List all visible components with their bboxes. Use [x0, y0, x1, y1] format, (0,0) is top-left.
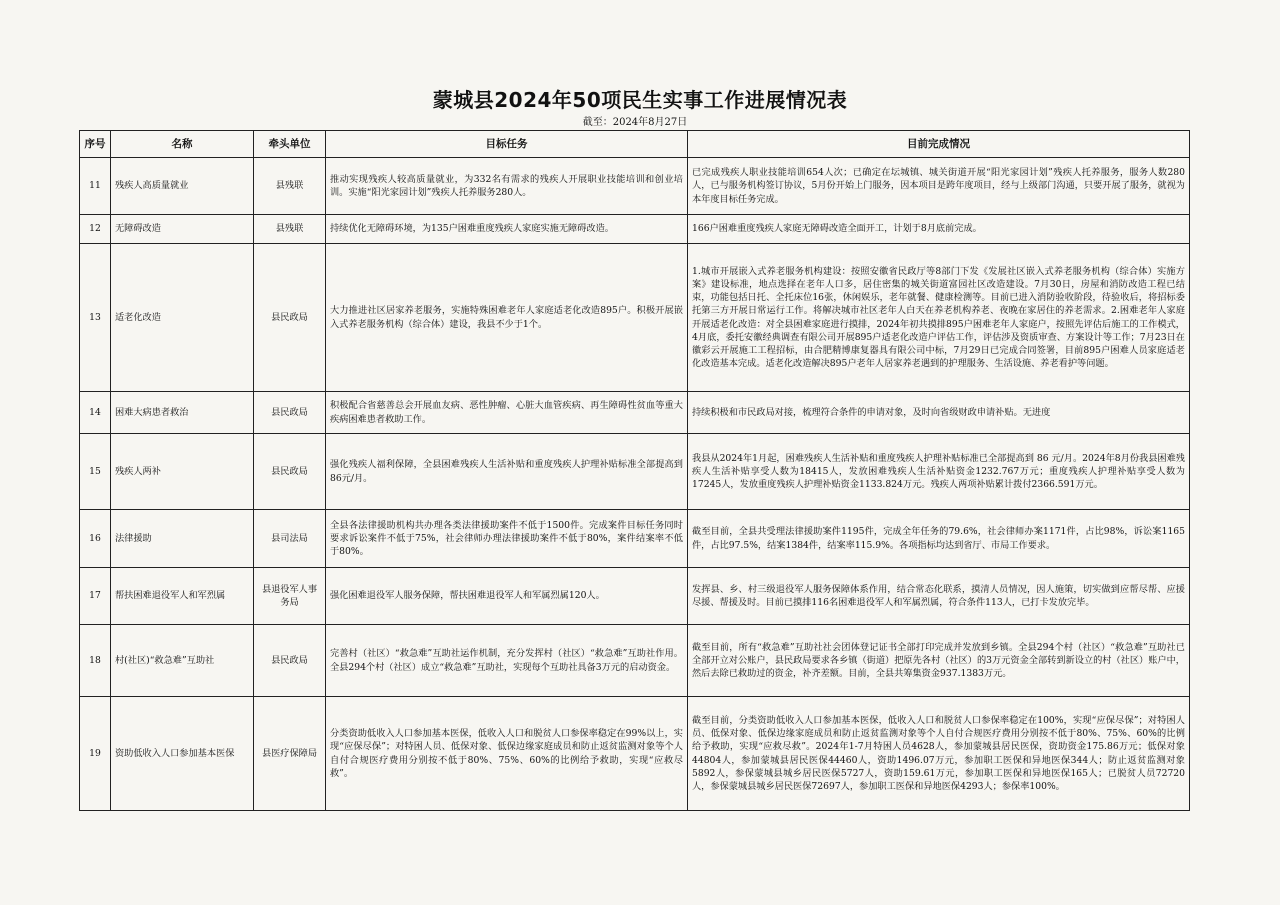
row-lead-unit: 县医疗保障局 [254, 697, 326, 811]
table-row [80, 434, 1190, 510]
table-row [80, 244, 1190, 392]
row-progress: 我县从2024年1月起，困难残疾人生活补贴和重度残疾人护理补贴标准已全部提高到 86 元/月。2024年8月份我县困难残疾人生活补贴享受人数为18415人，发放困难残疾人生活补贴资金1232.767万元；重度残疾人护理补贴享受人数为17245人，发放重度残疾人护理补贴资金1133.824万元。残疾人两项补贴累计拨付2366.591万元。 [688, 434, 1190, 510]
row-name: 法律援助 [111, 510, 254, 568]
table-row [80, 392, 1190, 434]
table-row [80, 697, 1190, 811]
table-row [80, 568, 1190, 625]
header-no: 序号 [80, 131, 111, 158]
table-row [80, 215, 1190, 244]
row-no: 15 [80, 434, 111, 510]
progress-table [79, 130, 1190, 811]
row-no: 12 [80, 215, 111, 244]
row-no: 19 [80, 697, 111, 811]
row-target: 积极配合省慈善总会开展血友病、恶性肿瘤、心脏大血管疾病、再生障碍性贫血等重大疾病困难患者救助工作。 [326, 392, 688, 434]
header-lead-unit: 牵头单位 [254, 131, 326, 158]
row-progress: 截至目前，所有“救急难”互助社社会团体登记证书全部打印完成并发放到乡镇。全县294个村（社区）“救急难”互助社已全部开立对公账户，县民政局要求各乡镇（街道）把原先各村（社区）的3万元资金全部转到新设立的村（社区）账户中，然后去除已救助过的资金，补齐差额。目前，全县共筹集资金937.1383万元。 [688, 625, 1190, 697]
row-lead-unit: 县残联 [254, 215, 326, 244]
row-no: 16 [80, 510, 111, 568]
row-no: 13 [80, 244, 111, 392]
row-target: 完善村（社区）“救急难”互助社运作机制，充分发挥村（社区）“救急难”互助社作用。全县294个村（社区）成立“救急难”互助社，实现每个互助社具备3万元的启动资金。 [326, 625, 688, 697]
row-target: 全县各法律援助机构共办理各类法律援助案件不低于1500件。完成案件目标任务同时要求诉讼案件不低于75%，社会律师办理法律援助案件不低于80%，案件结案率不低于80%。 [326, 510, 688, 568]
row-no: 17 [80, 568, 111, 625]
header-name: 名称 [111, 131, 254, 158]
page-title: 蒙城县2024年50项民生实事工作进展情况表 [432, 88, 848, 112]
row-no: 11 [80, 158, 111, 215]
as-of-date: 截至：2024年8月27日 [582, 117, 688, 128]
header-target: 目标任务 [326, 131, 688, 158]
row-progress: 166户困难重度残疾人家庭无障碍改造全面开工，计划于8月底前完成。 [688, 215, 1190, 244]
row-target: 强化残疾人福利保障，全县困难残疾人生活补贴和重度残疾人护理补贴标准全部提高到86元/月。 [326, 434, 688, 510]
row-lead-unit: 县民政局 [254, 244, 326, 392]
row-name: 适老化改造 [111, 244, 254, 392]
row-progress: 已完成残疾人职业技能培训654人次；已确定在坛城镇、城关街道开展“阳光家园计划”残疾人托养服务，服务人数280人，已与服务机构签订协议，5月份开始上门服务，因本项目是跨年度项目，经与上级部门沟通，只要开展了服务，就视为本年度目标任务完成。 [688, 158, 1190, 215]
row-target: 强化困难退役军人服务保障，帮扶困难退役军人和军属烈属120人。 [326, 568, 688, 625]
row-lead-unit: 县司法局 [254, 510, 326, 568]
row-progress: 截至目前，全县共受理法律援助案件1195件，完成全年任务的79.6%，社会律师办案1171件，占比98%，诉讼案1165件，占比97.5%，结案1384件，结案率115.9%。各项指标均达到省厅、市局工作要求。 [688, 510, 1190, 568]
row-name: 困难大病患者救治 [111, 392, 254, 434]
row-name: 残疾人两补 [111, 434, 254, 510]
row-target: 推动实现残疾人较高质量就业，为332名有需求的残疾人开展职业技能培训和创业培训。实施“阳光家园计划”残疾人托养服务280人。 [326, 158, 688, 215]
row-progress: 截至目前，分类资助低收入人口参加基本医保，低收入人口和脱贫人口参保率稳定在100%，实现“应保尽保”；对特困人员、低保对象、低保边缘家庭成员和防止返贫监测对象等个人自付合规医疗费用分别按不低于80%、75%、60%的比例给予救助，实现“应救尽救”。2024年1-7月特困人员4628人，参加蒙城县居民医保，资助资金175.86万元；低保对象44804人，参加蒙城县居民医保44460人，资助1496.07万元，参加职工医保和异地医保344人；防止返贫监测对象5892人，参保蒙城县城乡居民医保5727人，资助159.61万元，参加职工医保和异地医保165人；已脱贫人员72720人，参保蒙城县城乡居民医保72697人，参加职工医保和异地医保4293人；参保率100%。 [688, 697, 1190, 811]
row-lead-unit: 县民政局 [254, 392, 326, 434]
row-name: 资助低收入人口参加基本医保 [111, 697, 254, 811]
row-progress: 1.城市开展嵌入式养老服务机构建设：按照安徽省民政厅等8部门下发《发展社区嵌入式养老服务机构（综合体）实施方案》建设标准，地点选择在老年人口多，居住密集的城关街道富园社区改造建设。7月30日，房屋和消防改造工程已结束，功能包括日托、全托床位16张，休闲娱乐，老年就餐、健康检测等。目前已进入消防验收阶段，待验收后，将招标委托第三方开展日常运行工作。将解决城市社区老年人白天在养老机构养老、夜晚在家居住的养老需求。2.困难老年人家庭开展适老化改造：对全县困难家庭进行摸排，2024年初共摸排895户困难老年人家庭户，按照先评估后施工的工作模式，4月底，委托安徽经典调查有限公司开展895户适老化改造户评估工作，评估涉及资质审查、方案设计等工作；7月23日在徽彩云开展施工工程招标，由合肥精博康复器具有限公司中标，7月29日已完成合同签署，目前895户困难人员家庭适老化改造基本完成。适老化改造解决895户老年人居家养老遇到的护理服务、生活设施、养老看护等问题。 [688, 244, 1190, 392]
row-progress: 发挥县、乡、村三级退役军人服务保障体系作用，结合常态化联系，摸清人员情况，因人施策，切实做到应帮尽帮、应援尽援、帮援及时。目前已摸排116名困难退役军人和军属烈属，符合条件113人，已打卡发放完毕。 [688, 568, 1190, 625]
row-name: 帮扶困难退役军人和军烈属 [111, 568, 254, 625]
row-name: 残疾人高质量就业 [111, 158, 254, 215]
row-name: 无障碍改造 [111, 215, 254, 244]
row-progress: 持续积极和市民政局对接，梳理符合条件的申请对象，及时向省级财政申请补贴。无进度 [688, 392, 1190, 434]
table-row [80, 625, 1190, 697]
table-header-row [80, 131, 1190, 158]
row-lead-unit: 县残联 [254, 158, 326, 215]
row-lead-unit: 县民政局 [254, 434, 326, 510]
row-no: 14 [80, 392, 111, 434]
row-target: 持续优化无障碍环境，为135户困难重度残疾人家庭实施无障碍改造。 [326, 215, 688, 244]
row-target: 大力推进社区居家养老服务，实施特殊困难老年人家庭适老化改造895户。积极开展嵌入式养老服务机构（综合体）建设，我县不少于1个。 [326, 244, 688, 392]
header-progress: 目前完成情况 [688, 131, 1190, 158]
row-name: 村(社区)“救急难”互助社 [111, 625, 254, 697]
table-row [80, 158, 1190, 215]
table-row [80, 510, 1190, 568]
row-lead-unit: 县退役军人事务局 [254, 568, 326, 625]
row-no: 18 [80, 625, 111, 697]
row-lead-unit: 县民政局 [254, 625, 326, 697]
row-target: 分类资助低收入人口参加基本医保，低收入人口和脱贫人口参保率稳定在99%以上，实现“应保尽保”；对特困人员、低保对象、低保边缘家庭成员和防止返贫监测对象等个人自付合规医疗费用分别按不低于80%、75%、60%的比例给予救助，实现“应救尽救”。 [326, 697, 688, 811]
